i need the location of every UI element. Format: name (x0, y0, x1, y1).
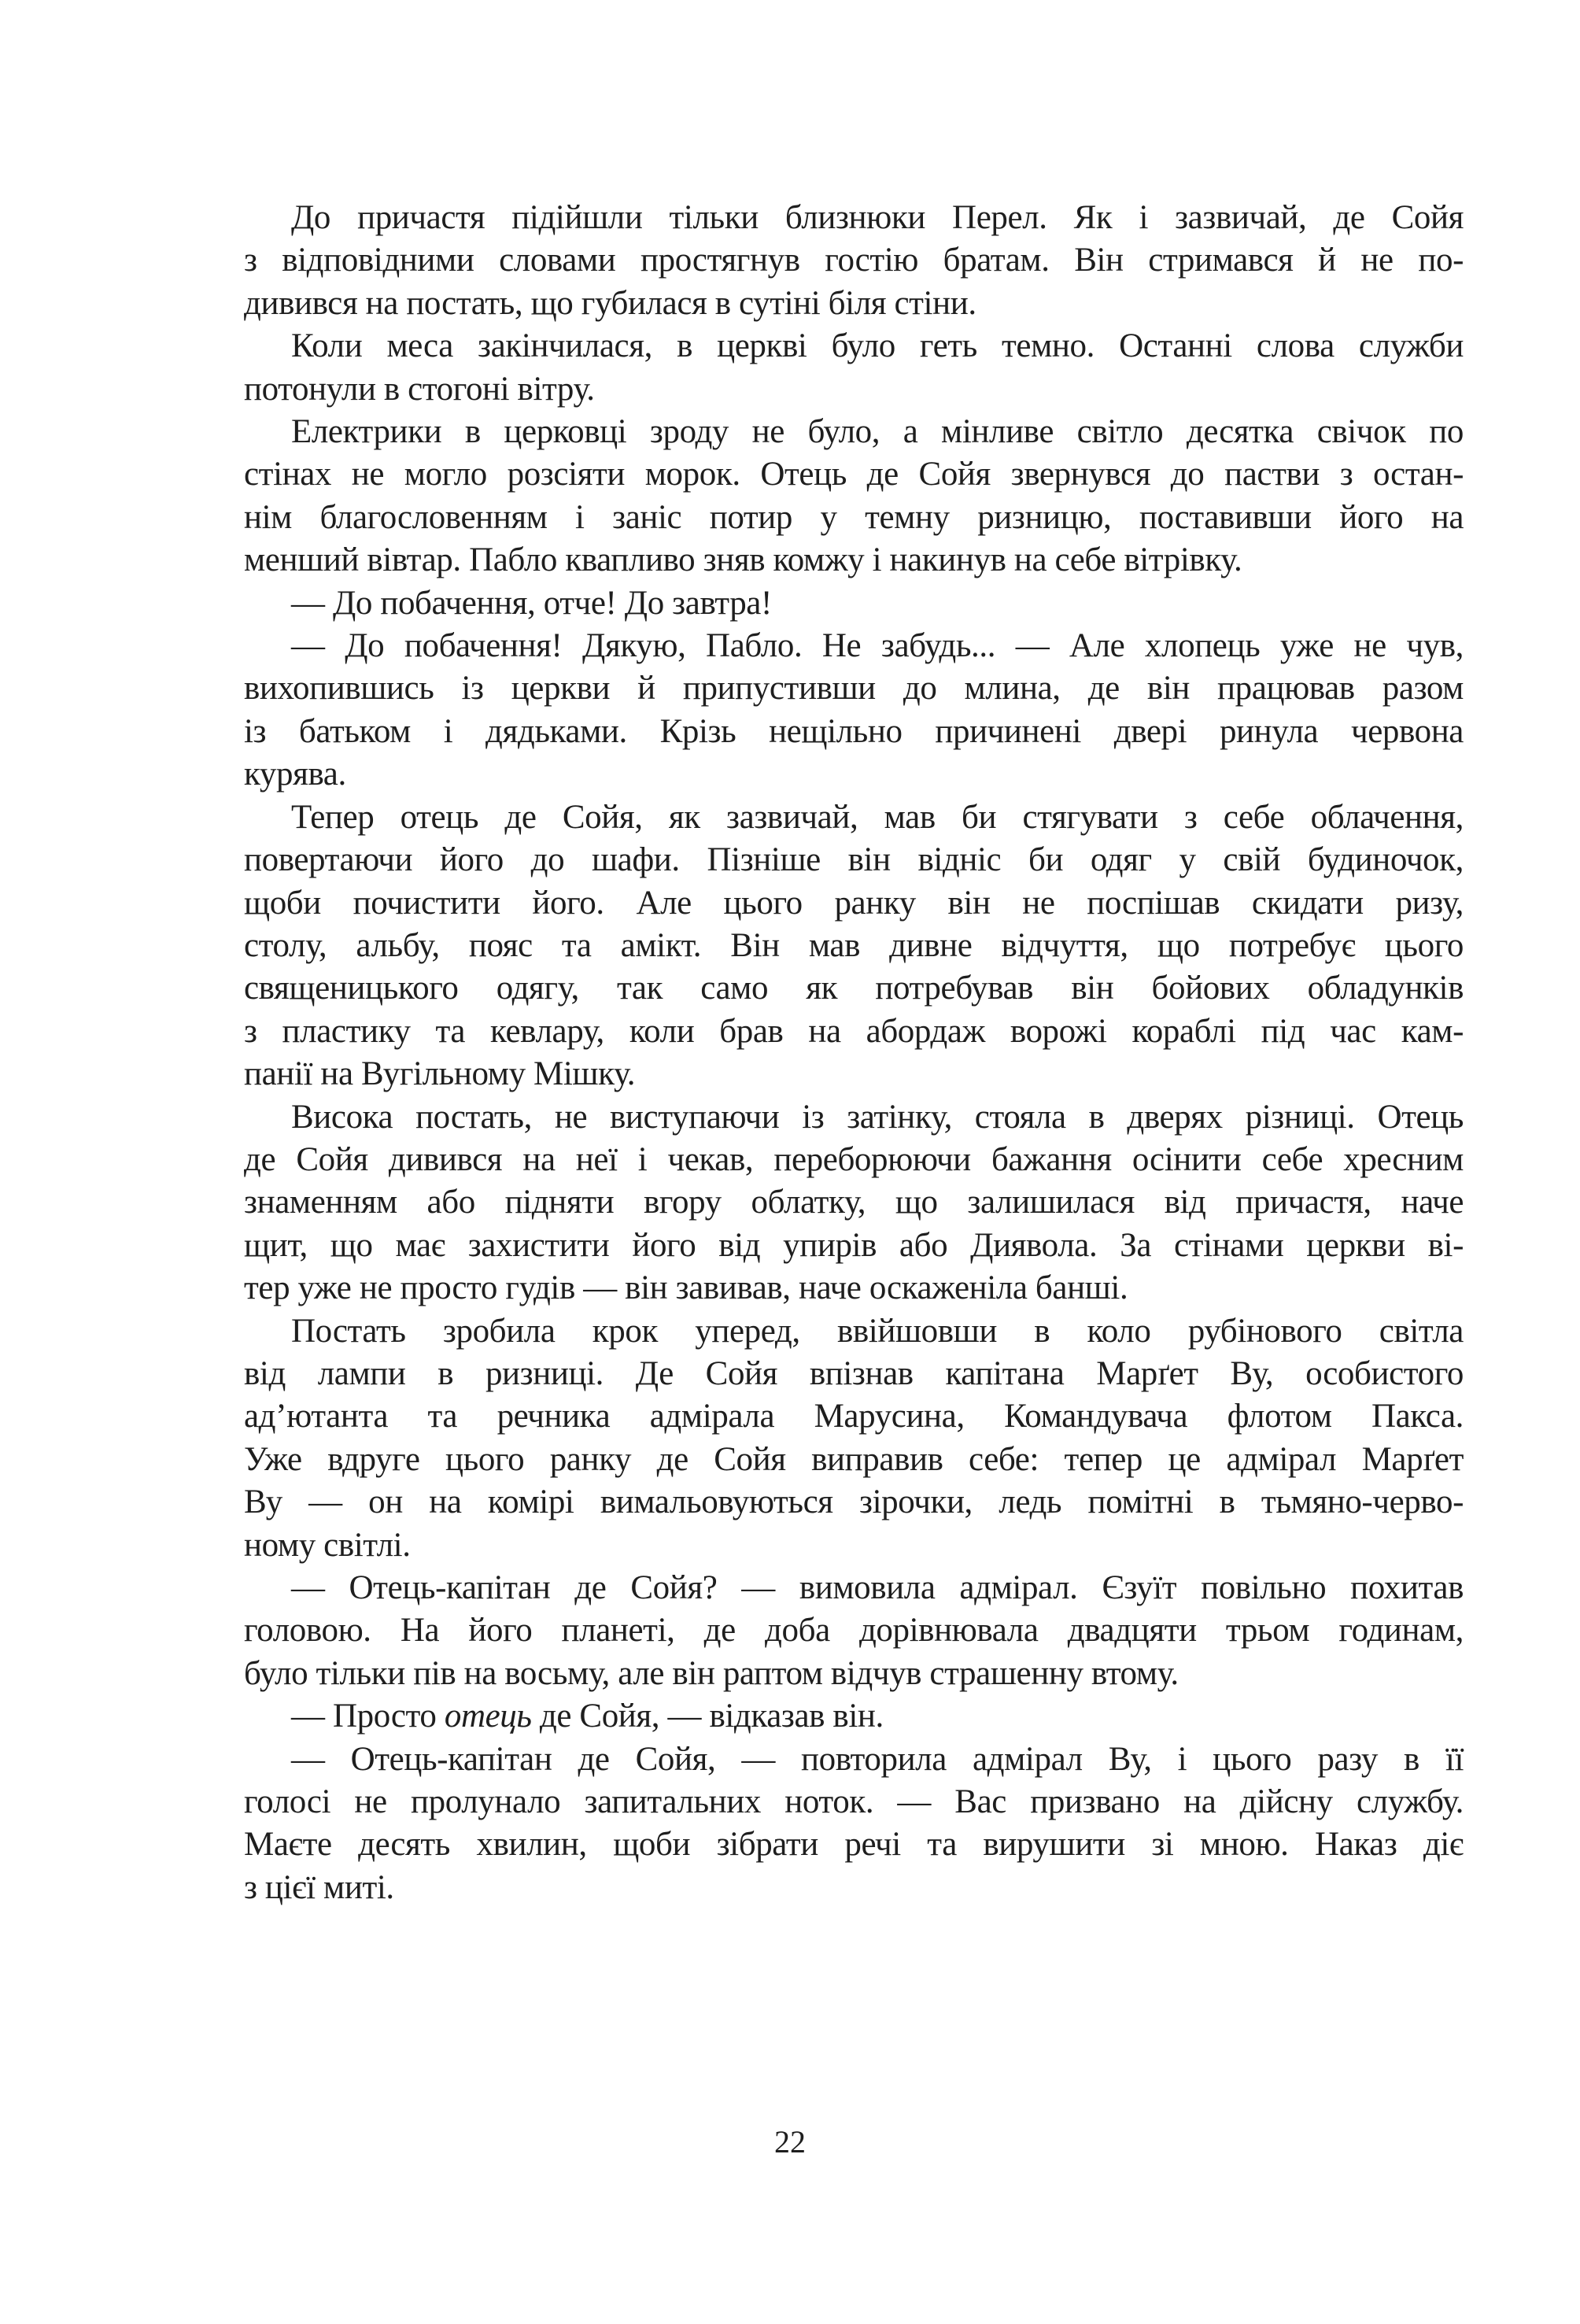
paragraph (244, 1096, 1464, 1310)
text-line: стінах не могло розсіяти морок. Отець де Сойя звернувся до пастви з остан- (244, 456, 1464, 493)
text-line: нім благословенням і заніс потир у темну ризницю, поставивши його на (244, 498, 1464, 536)
paragraph (244, 325, 1464, 411)
text-line: столу, альбу, пояс та амікт. Він мав дивне відчуття, що потребує цього (244, 926, 1464, 964)
text-line: потонули в стогоні вітру. (244, 370, 595, 408)
text-line: головою. На його планеті, де доба дорівнювала двадцяти трьом годинам, (244, 1612, 1464, 1650)
text-run: де Сойя, — відказав він. (531, 1698, 884, 1735)
text-line: від лампи в ризниці. Де Сойя впізнав капітана Марґет Ву, особистого (244, 1354, 1464, 1392)
emphasis-text: отець (444, 1698, 532, 1735)
text-line: ному світлі. (244, 1526, 411, 1564)
text-line: священицького одягу, так само як потребував він бойових обладунків (244, 970, 1464, 1007)
paragraph (244, 796, 1464, 1096)
page-number: 22 (774, 2124, 806, 2160)
text-line: — До побачення! Дякую, Пабло. Не забудь... — Але хлопець уже не чув, (291, 627, 1464, 665)
text-line: з відповідними словами простягнув гостію братам. Він стримався й не по- (244, 242, 1464, 279)
text-line: вихопившись із церкви й припустивши до млина, де він працював разом (244, 670, 1464, 708)
text-line: дивився на постать, що губилася в сутіні біля стіни. (244, 284, 976, 322)
paragraph-dialogue (244, 582, 1464, 625)
text-line: з пластику та кевлару, коли брав на абордаж ворожі кораблі під час кам- (244, 1012, 1464, 1050)
text-line: курява. (244, 756, 346, 793)
text-line: ад’ютанта та речника адмірала Марусина, Командувача флотом Пакса. (244, 1398, 1464, 1435)
text-line: повертаючи його до шафи. Пізніше він відніс би одяг у свій будиночок, (244, 841, 1464, 879)
text-line: Електрики в церковці зроду не було, а мінливе світло десятка свічок по (291, 413, 1464, 451)
paragraph-dialogue (244, 1695, 1464, 1738)
text-line: — Отець-капітан де Сойя? — вимовила адмірал. Єзуїт повільно похитав (291, 1569, 1464, 1606)
text-line: знаменням або підняти вгору облатку, що залишилася від причастя, наче (244, 1184, 1464, 1221)
text-line: з цієї миті. (244, 1868, 394, 1906)
text-line: панії на Вугільному Мішку. (244, 1055, 636, 1093)
text-line: — Отець-капітан де Сойя, — повторила адмірал Ву, і цього разу в її (291, 1740, 1464, 1778)
paragraph-dialogue (244, 625, 1464, 796)
text-line: Коли меса закінчилася, в церкві було геть темно. Останні слова служби (291, 327, 1464, 365)
text-line: Висока постать, не виступаючи із затінку, стояла в дверях різниці. Отець (291, 1098, 1464, 1136)
text-line: До причастя підійшли тільки близнюки Перел. Як і зазвичай, де Сойя (291, 199, 1464, 236)
paragraph (244, 411, 1464, 582)
text-line: щоби почистити його. Але цього ранку він не поспішав скидати ризу, (244, 884, 1464, 922)
paragraph (244, 1310, 1464, 1567)
text-line: тер уже не просто гудів — він завивав, наче оскаженіла банші. (244, 1269, 1128, 1307)
text-line: — До побачення, отче! До завтра! (291, 584, 772, 622)
text-line: голосі не пролунало запитальних ноток. — Вас призвано на дійсну службу. (244, 1783, 1464, 1821)
text-line: де Сойя дивився на неї і чекав, переборюючи бажання осінити себе хресним (244, 1140, 1464, 1178)
text-line: щит, що має захистити його від упирів або Диявола. За стінами церкви ві- (244, 1226, 1464, 1264)
text-line: Ву — он на комірі вимальовуються зірочки, ледь помітні в тьмяно-черво- (244, 1483, 1464, 1521)
text-line: було тільки пів на восьму, але він раптом відчув страшенну втому. (244, 1654, 1179, 1692)
text-line: Тепер отець де Сойя, як зазвичай, мав би стягувати з себе облачення, (291, 798, 1464, 836)
text-line: із батьком і дядьками. Крізь нещільно причинені двері ринула червона (244, 712, 1464, 750)
text-line: Маєте десять хвилин, щоби зібрати речі та вирушити зі мною. Наказ діє (244, 1826, 1464, 1864)
text-run: — Просто (291, 1698, 445, 1735)
paragraph (244, 197, 1464, 325)
text-line: Уже вдруге цього ранку де Сойя виправив себе: тепер це адмірал Марґет (244, 1440, 1464, 1478)
text-line: Постать зробила крок уперед, ввійшовши в коло рубінового світла (291, 1312, 1464, 1350)
paragraph-dialogue (244, 1567, 1464, 1695)
text-line (244, 1695, 1464, 1738)
text-line: менший вівтар. Пабло квапливо зняв комжу і накинув на себе вітрівку. (244, 541, 1242, 579)
body-text (244, 197, 1464, 1909)
paragraph-dialogue (244, 1738, 1464, 1910)
